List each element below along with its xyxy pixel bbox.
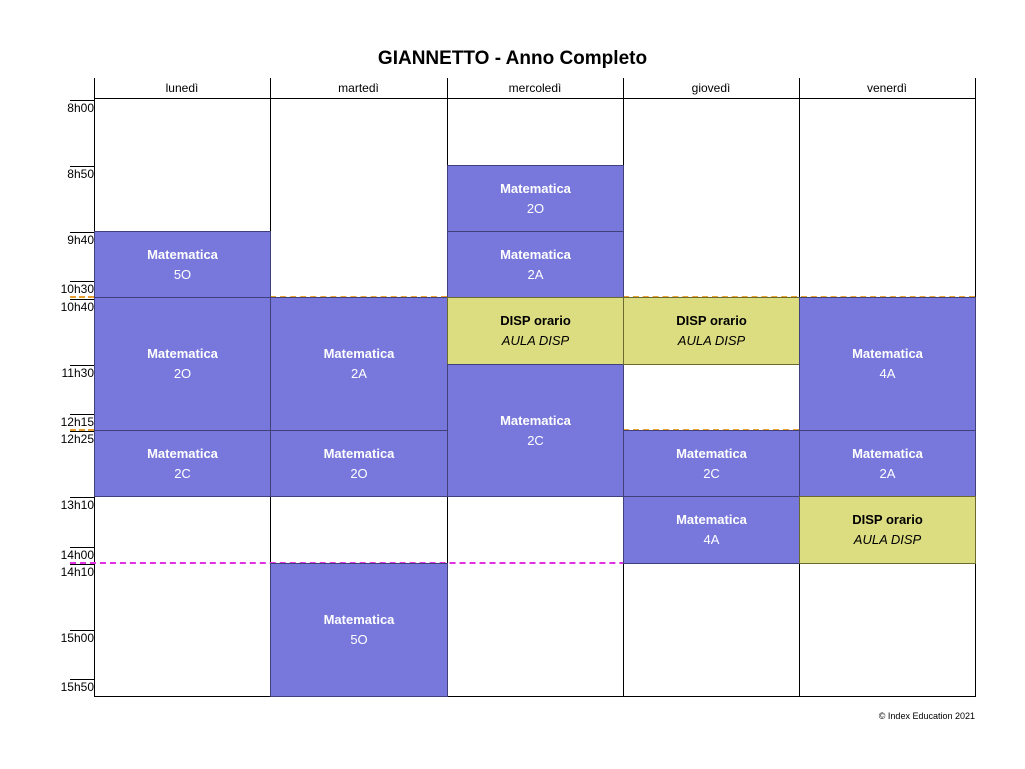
event-subject: Matematica — [852, 445, 923, 461]
lesson-event[interactable] — [94, 231, 271, 298]
lesson-event[interactable] — [94, 430, 271, 497]
time-label: 14h10 — [60, 565, 94, 579]
break-divider — [70, 429, 94, 431]
lesson-event[interactable] — [447, 364, 624, 497]
event-detail: 4A — [703, 532, 720, 547]
time-tick — [70, 166, 94, 167]
event-detail: 4A — [879, 366, 896, 381]
day-header: lunedì — [165, 81, 199, 95]
event-detail: 2A — [527, 266, 544, 282]
time-tick — [70, 564, 94, 565]
time-label: 14h00 — [60, 548, 94, 562]
day-header: giovedì — [691, 81, 731, 95]
time-tick — [70, 547, 94, 548]
event-detail: 2O — [173, 366, 192, 381]
lesson-event[interactable] — [270, 430, 448, 497]
event-detail: 2A — [351, 366, 367, 381]
lesson-event[interactable] — [799, 430, 976, 497]
disp-event[interactable] — [447, 297, 624, 365]
disp-event[interactable] — [799, 496, 976, 564]
copyright-footer: © Index Education 2021 — [878, 711, 975, 721]
grid-rule — [94, 696, 976, 697]
event-detail: AULA DISP — [853, 532, 922, 547]
lesson-event[interactable] — [94, 297, 271, 431]
event-detail: AULA DISP — [501, 333, 570, 348]
event-subject: Matematica — [323, 612, 395, 627]
event-detail: AULA DISP — [677, 333, 746, 348]
lesson-event[interactable] — [270, 297, 448, 431]
break-divider — [70, 296, 94, 298]
event-subject: Matematica — [323, 346, 395, 361]
event-subject: Matematica — [852, 346, 923, 361]
time-label: 12h15 — [60, 415, 94, 429]
time-tick — [70, 679, 94, 680]
event-subject: Matematica — [676, 445, 747, 461]
event-subject: DISP orario — [500, 313, 571, 328]
disp-event[interactable] — [623, 297, 800, 365]
time-label: 8h00 — [67, 101, 94, 115]
event-subject: Matematica — [147, 346, 218, 361]
day-header: venerdì — [866, 81, 908, 95]
time-label: 10h40 — [60, 300, 94, 314]
time-label: 12h25 — [60, 432, 94, 446]
event-detail: 2C — [527, 432, 544, 448]
time-tick — [70, 100, 94, 101]
time-label: 9h40 — [67, 233, 94, 247]
time-label: 11h30 — [61, 366, 94, 380]
time-tick — [70, 365, 94, 366]
lesson-event[interactable] — [799, 297, 976, 431]
lesson-event[interactable] — [447, 165, 624, 232]
time-tick — [70, 232, 94, 233]
lesson-event[interactable] — [270, 563, 448, 697]
event-subject: Matematica — [500, 246, 571, 262]
time-label: 15h00 — [60, 631, 94, 645]
event-subject: Matematica — [147, 445, 218, 461]
event-subject: Matematica — [147, 246, 218, 262]
time-tick — [70, 281, 94, 282]
event-detail: 2A — [879, 465, 896, 481]
time-label: 13h10 — [60, 498, 94, 512]
event-subject: DISP orario — [676, 313, 747, 328]
event-detail: 2C — [174, 465, 191, 481]
time-tick — [70, 497, 94, 498]
time-tick — [70, 630, 94, 631]
lesson-event[interactable] — [623, 430, 800, 497]
event-subject: Matematica — [676, 512, 747, 527]
day-header: martedì — [338, 81, 379, 95]
lesson-event[interactable] — [447, 231, 624, 298]
time-label: 10h30 — [60, 282, 94, 296]
time-label: 8h50 — [67, 167, 94, 181]
lesson-event[interactable] — [623, 496, 800, 564]
event-detail: 2C — [703, 465, 720, 481]
time-tick — [70, 414, 94, 415]
time-tick — [70, 299, 94, 300]
event-detail: 2O — [350, 465, 368, 481]
grid-rule — [94, 98, 976, 99]
day-header: mercoledì — [508, 81, 562, 95]
event-detail: 5O — [173, 266, 192, 282]
event-subject: Matematica — [500, 180, 571, 196]
event-subject: Matematica — [323, 445, 395, 461]
event-subject: Matematica — [500, 412, 571, 428]
time-label: 15h50 — [60, 680, 94, 694]
time-tick — [70, 431, 94, 432]
page-title: GIANNETTO - Anno Completo — [377, 48, 648, 69]
event-detail: 2O — [526, 200, 545, 216]
event-subject: DISP orario — [852, 512, 923, 527]
event-detail: 5O — [350, 632, 368, 647]
